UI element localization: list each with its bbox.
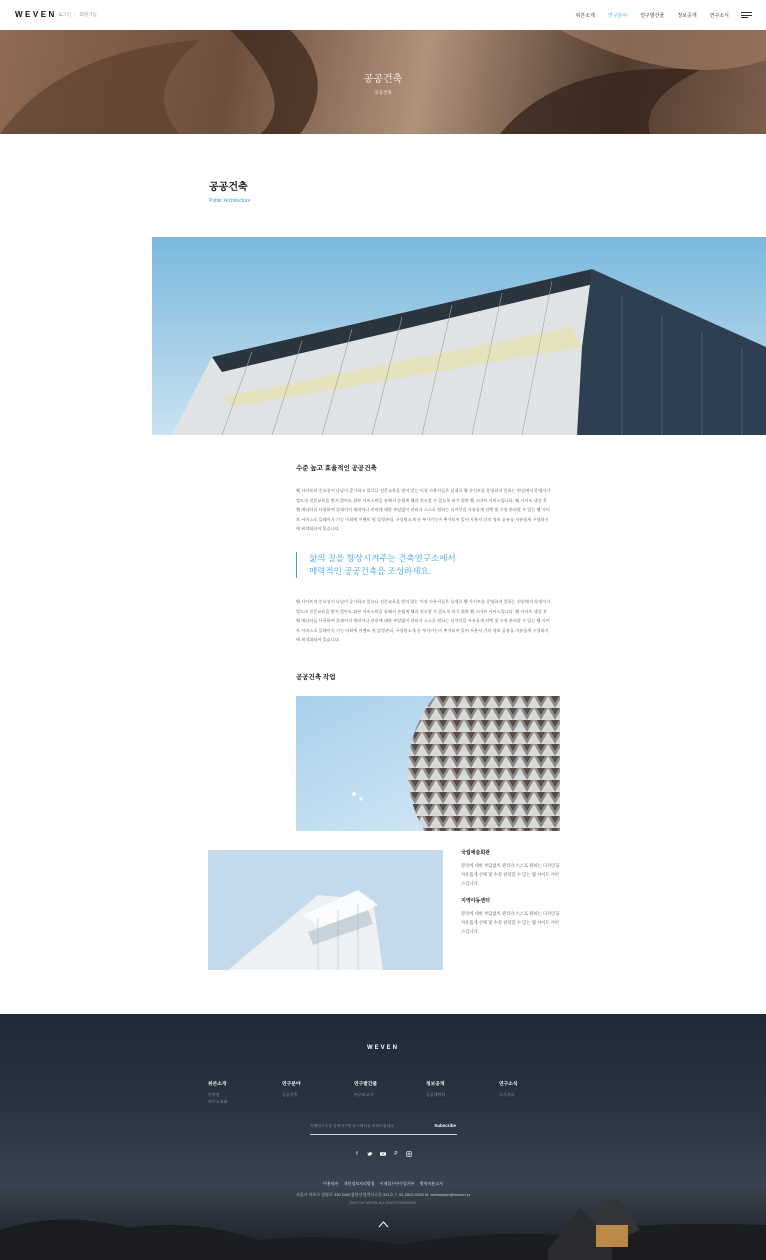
youtube-icon[interactable]	[380, 1151, 386, 1159]
hero-breadcrumb: 공공건축	[374, 90, 392, 95]
work-item-2	[461, 897, 561, 936]
works-heading: 공공건축 작업	[296, 674, 336, 681]
footer-col-title[interactable]: 연구발간물	[354, 1082, 378, 1087]
work-item-1	[461, 849, 561, 888]
quote-line-2: 매력적인 공공건축을 조성하세요.	[309, 566, 432, 576]
footer-link[interactable]: 연구보고서	[354, 1092, 374, 1097]
signup-link[interactable]: 회원가입	[79, 12, 97, 17]
dome-photo	[296, 696, 560, 831]
main-nav	[576, 12, 729, 19]
work-item-description: 관리에 대한 부담없이 관리자 스스로 원하는 디자인을 자유롭게 선택 및 수정 관리할 수 있는 웹 사이트 서비스입니다.	[461, 863, 560, 886]
body-section	[296, 597, 551, 645]
hero-title: 공공건축	[363, 74, 403, 85]
area-notice-link[interactable]: 영역이용고지	[419, 1181, 443, 1186]
header-util-links: 로그인 | 회원가입	[58, 12, 97, 17]
nav-item-research[interactable]: 연구분야	[607, 13, 628, 19]
work-item-title: 국립예술회관	[461, 850, 490, 856]
nav-item-disclosure[interactable]: 정보공개	[677, 13, 697, 19]
pinterest-icon[interactable]: P	[394, 1151, 398, 1157]
site-header	[0, 0, 766, 30]
footer-col-disclosure	[426, 1080, 445, 1098]
white-building-photo	[208, 850, 443, 970]
intro-section	[296, 463, 551, 534]
hero-banner	[0, 30, 766, 134]
footer-landscape-image	[0, 1200, 766, 1260]
works-section	[296, 672, 551, 681]
site-logo[interactable]: WEVEN	[15, 10, 57, 19]
highlight-quote	[296, 552, 456, 578]
intro-heading: 수준 높고 효율적인 공공건축	[296, 465, 377, 472]
footer-address: 서울시 마포구 성암로 330 DMC첨단산업센터 C동 321호 T. 02-2602-9330 M. webmaster@weven.kr	[295, 1192, 471, 1197]
footer-policy-links	[0, 1181, 766, 1187]
nav-item-about[interactable]: 위븐소개	[575, 13, 595, 19]
footer-col-research	[282, 1080, 301, 1098]
work-item-title: 지역아동센터	[461, 898, 490, 904]
intro-paragraph: 웹 사이트의 중요성이 나날이 증가하고 있으나 전문교육을 받지 않는 이상 사용자들은 실제로 웹 사이트를 운영하지 못하는 현실에서 운영자가 별도의 전문교육을 받지 않아도 위븐 서비스만을 통해서 손쉽게 웹과 친숙할 수 있도록 하기 위한 웹 스마트 서비스입니다. 웹 사이트 생성 후 웹 에디터를 사용하여 플래이지 제작이나 관리에 대한 부담없이 관리자 스스로 원하는 디자인을 자유롭게 선택 및 수정 관리할 수 있는 웹 사이트 서비스로 플레이지 기능 이외에 이벤트 및 일정관리, 구성원소개 등 부가기능이 추가되어 있어 사용자 간의 정보 공유를 자유롭게 구성하기에 최적화되어 있습니다.	[296, 488, 551, 532]
login-link[interactable]: 로그인	[58, 12, 72, 17]
instagram-icon[interactable]	[406, 1151, 412, 1159]
quote-line-1: 삶의 질을 향상시켜주는 건축연구소에서	[309, 553, 456, 563]
copyright: 2022 © BY WEVEN. ALL RIGHTS RESERVED.	[349, 1201, 417, 1205]
newsletter-form	[310, 1119, 457, 1135]
newsletter-email-input[interactable]	[310, 1124, 425, 1128]
email-policy-link[interactable]: 이메일무단수집거부	[379, 1181, 415, 1186]
twitter-icon[interactable]	[367, 1151, 373, 1159]
footer-link[interactable]: 인사말	[208, 1092, 220, 1097]
building-photo	[152, 237, 766, 435]
privacy-link[interactable]: 개인정보처리방침	[343, 1181, 375, 1186]
footer-col-title[interactable]: 연구소식	[499, 1082, 518, 1087]
footer-link[interactable]: 공공건축	[282, 1092, 298, 1097]
terms-link[interactable]: 이용약관	[323, 1181, 339, 1186]
nav-item-news[interactable]: 연구소식	[709, 13, 729, 19]
footer-col-about	[208, 1080, 227, 1105]
hamburger-icon[interactable]	[741, 12, 752, 18]
footer-col-title[interactable]: 정보공개	[426, 1082, 445, 1087]
nav-item-publications[interactable]: 연구발간물	[640, 13, 665, 19]
social-links	[0, 1151, 766, 1159]
page-subtitle: Public Architecture	[209, 198, 251, 204]
footer-col-title[interactable]: 위븐소개	[208, 1082, 227, 1087]
footer-col-publications	[354, 1080, 377, 1098]
page-title: 공공건축	[209, 182, 248, 193]
footer-col-news	[499, 1080, 518, 1098]
scroll-top-icon[interactable]	[378, 1215, 389, 1223]
footer-col-title[interactable]: 연구분야	[282, 1082, 301, 1087]
facebook-icon[interactable]: f	[356, 1151, 358, 1157]
footer-link[interactable]: 연구소조화	[208, 1099, 228, 1104]
footer-link[interactable]: 소식자료	[499, 1092, 515, 1097]
site-footer	[0, 1014, 766, 1260]
footer-link[interactable]: 공공데이터	[426, 1092, 446, 1097]
subscribe-button[interactable]: Subscribe	[434, 1123, 456, 1128]
footer-logo[interactable]: WEVEN	[366, 1045, 399, 1051]
work-item-description: 관리에 대한 부담없이 관리자 스스로 원하는 디자인을 자유롭게 선택 및 수정 관리할 수 있는 웹 사이트 서비스입니다.	[461, 911, 560, 934]
body-paragraph: 웹 사이트의 중요성이 나날이 증가하고 있으나 전문교육을 받지 않는 이상 사용자들은 실제로 웹 사이트를 운영하지 못하는 현실에서 운영자가 별도의 전문교육을 받지 않아도 위븐 서비스만을 통해서 손쉽게 웹과 친숙할 수 있도록 하기 위한 웹 스마트 서비스입니다. 웹 사이트 생성 후 웹 에디터를 사용하여 플래이지 제작이나 관리에 대한 부담없이 관리자 스스로 원하는 디자인을 자유롭게 선택 및 수정 관리할 수 있는 웹 사이트 서비스로 플레이지 기능 이외에 이벤트 및 일정관리, 구성원소개 등 부가기능이 추가되어 있어 사용자 간의 정보 공유를 자유롭게 구성하기에 최적화되어 있습니다.	[296, 599, 551, 643]
